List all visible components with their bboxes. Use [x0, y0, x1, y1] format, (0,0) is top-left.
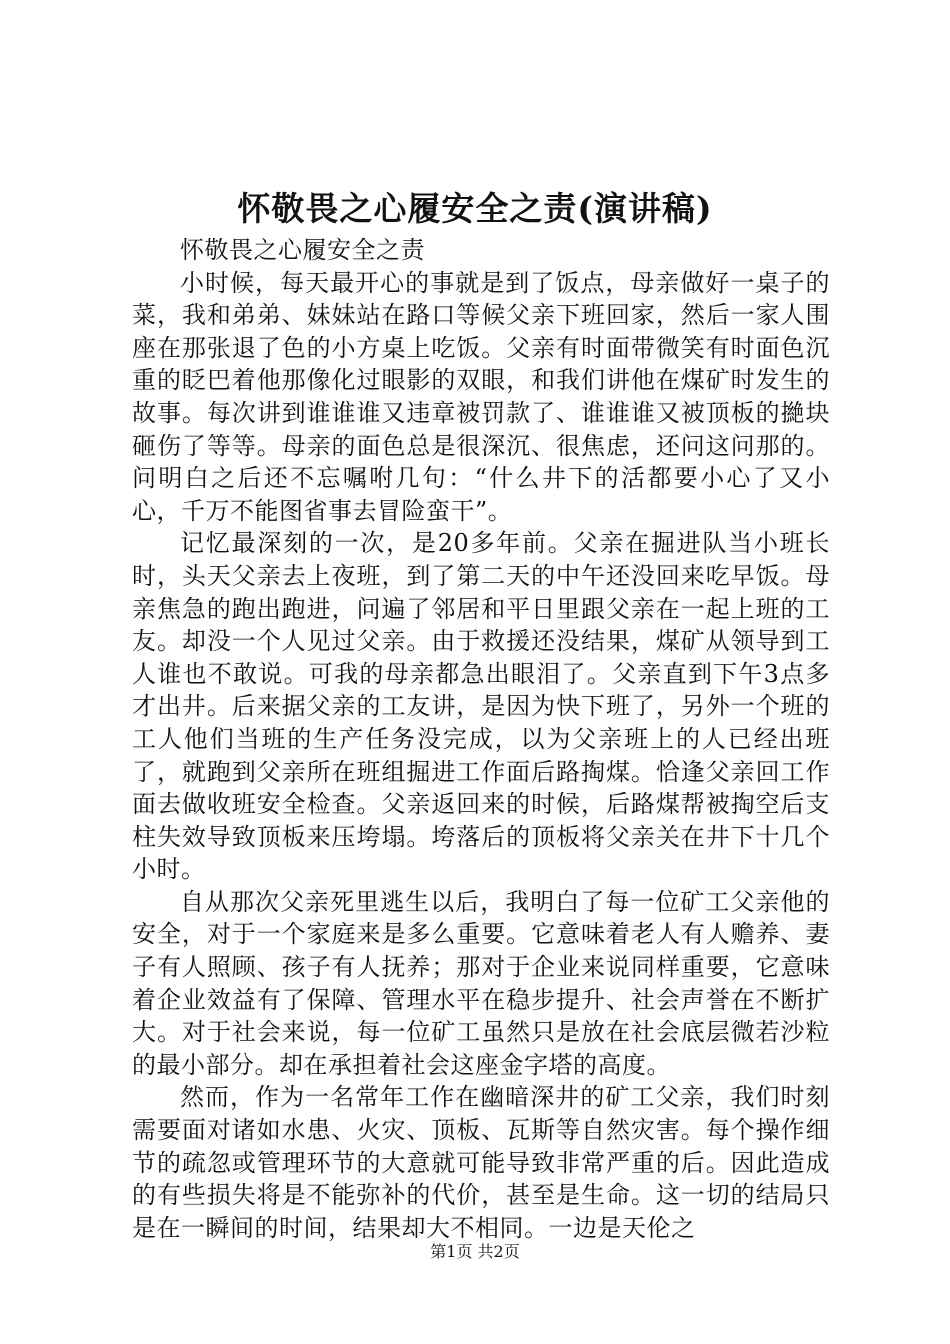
- paragraph: 小时候，每天最开心的事就是到了饭点，母亲做好一桌子的菜，我和弟弟、妹妹站在路口等候父亲下班回家，然后一家人围座在那张退了色的小方桌上吃饭。父亲有时面带微笑有时面色沉重的眨巴着他那像化过眼影的双眼，和我们讲他在煤矿时发生的故事。每次讲到谁谁谁又违章被罚款了、谁谁谁又被顶板的撧块砸伤了等等。母亲的面色总是很深沉、很焦虑，还问这问那的。问明白之后还不忘嘱咐几句：“什么井下的活都要小心了又小心，千万不能图省事去冒险蛮干”。: [132, 268, 830, 525]
- paragraph: 记忆最深刻的一次，是20多年前。父亲在掘进队当小班长时，头天父亲去上夜班，到了第二天的中午还没回来吃早饭。母亲焦急的跑出跑进，问遍了邻居和平日里跟父亲在一起上班的工友。却没一个人见过父亲。由于救援还没结果，煤矿从领导到工人谁也不敢说。可我的母亲都急出眼泪了。父亲直到下午3点多才出井。后来据父亲的工友讲，是因为快下班了，另外一个班的工人他们当班的生产任务没完成，以为父亲班上的人已经出班了，就跑到父亲所在班组掘进工作面后路掏煤。恰逢父亲回工作面去做收班安全检查。父亲返回来的时候，后路煤帮被掏空后支柱失效导致顶板来压垮塌。垮落后的顶板将父亲关在井下十几个小时。: [132, 529, 830, 884]
- document-body: [132, 234, 830, 1244]
- document-subtitle: 怀敬畏之心履安全之责: [180, 236, 425, 264]
- paragraph: 然而，作为一名常年工作在幽暗深井的矿工父亲，我们时刻需要面对诸如水患、火灾、顶板、瓦斯等自然灾害。每个操作细节的疏忽或管理环节的大意就可能导致非常严重的后。因此造成的有些损失将是不能弥补的代价，甚至是生命。这一切的结局只是在一瞬间的时间，结果却大不相同。一边是天伦之: [132, 1083, 830, 1242]
- paragraph: 自从那次父亲死里逃生以后，我明白了每一位矿工父亲他的安全，对于一个家庭来是多么重要。它意味着老人有人赡养、妻子有人照顾、孩子有人抚养；那对于企业来说同样重要，它意味着企业效益有了保障、管理水平在稳步提升、社会声誉在不断扩大。对于社会来说，每一位矿工虽然只是放在社会底层微若沙粒的最小部分。却在承担着社会这座金字塔的高度。: [132, 887, 830, 1079]
- document-title: 怀敬畏之心履安全之责(演讲稿): [237, 189, 713, 228]
- page-number-footer: 第1页 共2页: [430, 1242, 520, 1261]
